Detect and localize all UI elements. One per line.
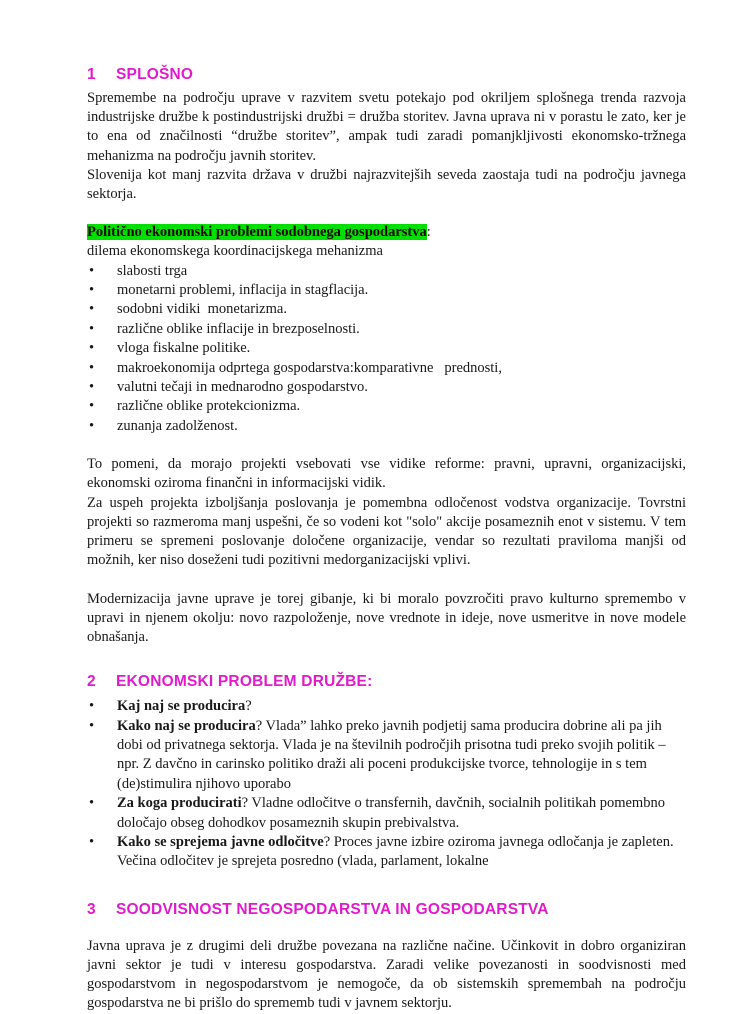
list-item-text: makroekonomija odprtega gospodarstva:komparativne prednosti, xyxy=(117,359,502,376)
highlighted-text: Politično ekonomski problemi sodobnega gospodarstva xyxy=(87,224,427,241)
list-item-text: zunanja zadolženost. xyxy=(117,417,238,434)
question-rest: ? Vladne odločitve o transfernih, davčnih, socialnih politikah pomembno določajo obseg dohodkov posameznih skupin prebivalstva. xyxy=(117,795,665,831)
paragraph-intro-1: Spremembe na področju uprave v razvitem svetu potekajo pod okriljem splošnega trenda razvoja industrijske družbe k postindustrijski družbi = družba storitev. Javna uprava ni v porastu le zato, ker je to ena od značilnosti “družbe storitev”, ampak tudi zaradi pomanjkljivosti ekonomsko-tržnega mehanizma na področju javnih storitev. xyxy=(87,90,686,164)
section-heading-3 xyxy=(87,901,686,918)
section-title-1: SPLOŠNO xyxy=(116,66,194,83)
question-bold-lead: Kaj naj se producira xyxy=(117,698,246,715)
list-intro-line: dilema ekonomskega koordinacijskega mehanizma xyxy=(87,243,383,260)
bullet-icon: • xyxy=(89,320,95,337)
list-item xyxy=(87,378,686,397)
list-item xyxy=(87,300,686,319)
section-heading-2 xyxy=(87,673,686,690)
spacer xyxy=(87,204,686,223)
spacer xyxy=(87,571,686,590)
list-item-text: različne oblike protekcionizma. xyxy=(117,398,301,415)
bullet-icon: • xyxy=(89,398,95,415)
list-item-text: slabosti trga xyxy=(117,262,188,279)
question-rest: ? Proces javne izbire oziroma javnega odločanja je zapleten. Večina odločitev je sprejeta posredno (vlada, parlament, lokalne xyxy=(117,833,674,870)
list-item xyxy=(87,794,686,833)
list-item-text xyxy=(117,697,686,716)
paragraph-interdependence: Javna uprava je z drugimi deli družbe povezana na različne načine. Učinkovit in dobro organiziran javni sektor je tudi v interesu gospodarstva. Zaradi velike povezanosti in soodvisnosti med gospodarstvom in negospodarstvom je nemogoče, da ob sistemskih spremembah na področju gospodarstva ne bi prišlo do sprememb tudi v javnem sektorju. xyxy=(87,937,686,1012)
list-item xyxy=(87,281,686,300)
list-item-text: različne oblike inflacije in brezposelnosti. xyxy=(117,320,360,337)
list-item xyxy=(87,397,686,416)
list-item xyxy=(87,320,686,339)
section-title-2: EKONOMSKI PROBLEM DRUŽBE: xyxy=(116,673,373,691)
bullet-icon: • xyxy=(89,795,95,812)
spacer xyxy=(87,436,686,455)
question-rest: ? xyxy=(245,698,252,715)
list-item-text: sodobni vidiki monetarizma. xyxy=(117,301,287,318)
bullet-icon: • xyxy=(89,301,95,318)
list-item-text xyxy=(117,833,686,872)
list-item xyxy=(87,697,686,716)
question-bold-lead: Kako se sprejema javne odločitve xyxy=(117,833,324,850)
highlight-line xyxy=(87,223,686,242)
bullet-icon: • xyxy=(89,833,95,850)
bullet-icon: • xyxy=(89,282,95,299)
question-rest: ? Vlada” lahko preko javnih podjetij sama producira dobrine ali pa jih dobi od privatnega sektorja. Vlada je na številnih področjih prisotna tudi preko svojih politik – npr. Z davčno in carinsko politiko draži ali poceni produkcijske tvorce, tehnologije in s tem (de)stimulira njihovo uporabo xyxy=(117,717,666,792)
paragraph-modernization: Modernizacija javne uprave je torej gibanje, ki bi moralo povzročiti pravo kulturno spremembo v upravi in njenem okolju: novo razpoloženje, nove vrednote in ideje, nove usmeritve in nove modele obnašanja. xyxy=(87,590,686,645)
question-bold-lead: Kako naj se producira xyxy=(117,717,256,734)
bullet-icon: • xyxy=(89,717,95,734)
section-number-1: 1 xyxy=(87,66,96,83)
bullet-icon: • xyxy=(89,340,95,357)
list-item-text xyxy=(117,717,686,795)
bullet-list-problems xyxy=(87,262,686,437)
list-item-text: monetarni problemi, inflacija in stagflacija. xyxy=(117,282,369,299)
paragraph-projects: To pomeni, da morajo projekti vsebovati vse vidike reforme: pravni, upravni, organizacijski, ekonomski oziroma finančni in informacijski vidik. xyxy=(87,456,686,492)
section-number-2: 2 xyxy=(87,673,96,691)
bullet-icon: • xyxy=(89,379,95,396)
bullet-list-questions xyxy=(87,697,686,872)
paragraph-slovenija: Slovenija kot manj razvita država v družbi najrazvitejših seveda zaostaja tudi na področju javnega sektorja. xyxy=(87,166,686,203)
section-number-3: 3 xyxy=(87,900,96,918)
list-item xyxy=(87,359,686,378)
list-item xyxy=(87,717,686,795)
list-item-text: valutni tečaji in mednarodno gospodarstvo. xyxy=(117,379,368,396)
list-item xyxy=(87,833,686,872)
list-item-text xyxy=(117,794,686,833)
section-heading-1 xyxy=(87,66,686,83)
section-title-3: SOODVISNOST NEGOSPODARSTVA IN GOSPODARSTVA xyxy=(116,900,549,918)
bullet-icon: • xyxy=(89,417,95,434)
list-item-text: vloga fiskalne politike. xyxy=(117,340,251,357)
question-bold-lead: Za koga producirati xyxy=(117,795,242,812)
list-item xyxy=(87,339,686,358)
list-item xyxy=(87,262,686,281)
highlight-colon: : xyxy=(426,224,431,241)
paragraph-success: Za uspeh projekta izboljšanja poslovanja je pomembna odločenost vodstva organizacije. Tovrstni projekti so razmeroma manj uspešni, če so vodeni kot "solo" akcije posameznih enot v sistemu. V tem primeru se spremeni poslovanje določene organizacije, vendar so rezultati praviloma manjši od možnih, ker niso doseženi tudi pozitivni medorganizacijski vplivi. xyxy=(87,494,686,569)
bullet-icon: • xyxy=(89,698,95,715)
bullet-icon: • xyxy=(89,359,95,376)
bullet-icon: • xyxy=(89,262,95,279)
list-item xyxy=(87,417,686,436)
